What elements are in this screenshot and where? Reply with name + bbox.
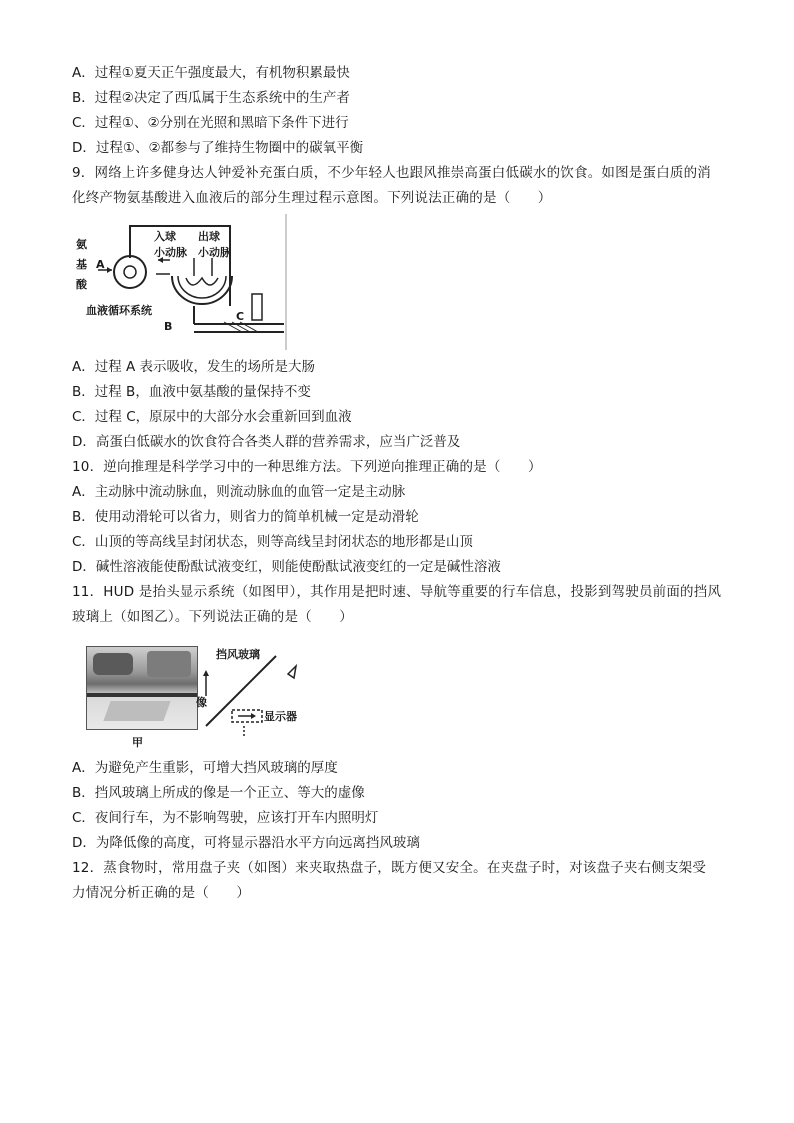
q9-option-c: C．过程 C，原尿中的大部分水会重新回到血液	[72, 409, 352, 425]
q8-option-b: B．过程②决定了西瓜属于生态系统中的生产者	[72, 90, 350, 106]
q8-option-d: D．过程①、②都参与了维持生物圈中的碳氧平衡	[72, 140, 364, 156]
q11-option-b: B．挡风玻璃上所成的像是一个正立、等大的虚像	[72, 785, 365, 801]
windshield-label: 挡风玻璃	[216, 648, 260, 661]
q10-option-c: C．山顶的等高线呈封闭状态，则等高线呈封闭状态的地形都是山顶	[72, 534, 473, 550]
collecting-tube	[252, 294, 262, 320]
q11-stem-line2: 玻璃上（如图乙）。下列说法正确的是（ ）	[72, 609, 353, 625]
display-label: 显示器	[264, 710, 297, 723]
arteriole-right-label: 小动脉	[198, 246, 231, 259]
q9-stem-line1: 9．网络上许多健身达人钟爱补充蛋白质，不少年轻人也跟风推崇高蛋白低碳水的饮食。如图是蛋白质的消	[72, 165, 711, 181]
q12-stem-line1: 12．蒸食物时，常用盘子夹（如图）来夹取热盘子，既方便又安全。在夹盘子时，对该盘子夹右侧支架受	[72, 860, 707, 876]
hud-diagram	[196, 646, 306, 744]
q8-option-c: C．过程①、②分别在光照和黑暗下条件下进行	[72, 115, 349, 131]
q8-option-a: A．过程①夏天正午强度最大，有机物积累最快	[72, 65, 350, 81]
photo-caption-jia: 甲	[132, 736, 143, 749]
amino-acid-label-1: 氨	[76, 238, 87, 251]
q10-stem: 10．逆向推理是科学学习中的一种思维方法。下列逆向推理正确的是（ ）	[72, 459, 542, 475]
into-glomerulus-label: 入球	[154, 230, 176, 243]
q9-option-a: A．过程 A 表示吸收，发生的场所是大肠	[72, 359, 316, 375]
amino-acid-label-3: 酸	[76, 278, 87, 291]
out-glomerulus-label: 出球	[198, 230, 220, 243]
q9-figure	[74, 214, 294, 350]
q9-stem-line2: 化终产物氨基酸进入血液后的部分生理过程示意图。下列说法正确的是（ ）	[72, 190, 552, 206]
image-label: 像	[196, 696, 207, 709]
q11-option-d: D．为降低像的高度，可将显示器沿水平方向远离挡风玻璃	[72, 835, 420, 851]
circulation-label: 血液循环系统	[86, 304, 152, 317]
glomerulus	[186, 278, 218, 285]
bowman-capsule	[172, 276, 232, 304]
label-c: C	[236, 310, 245, 323]
heart-circle	[114, 256, 146, 288]
q11-stem-line1: 11．HUD 是抬头显示系统（如图甲），其作用是把时速、导航等重要的行车信息，投影到驾驶员前面的挡风	[72, 584, 722, 600]
q10-option-b: B．使用动滑轮可以省力，则省力的简单机械一定是动滑轮	[72, 509, 419, 525]
arteriole-left-label: 小动脉	[154, 246, 187, 259]
label-a: A	[96, 258, 105, 271]
q11-option-c: C．夜间行车，为不影响驾驶，应该打开车内照明灯	[72, 810, 379, 826]
q10-option-a: A．主动脉中流动脉血，则流动脉血的血管一定是主动脉	[72, 484, 406, 500]
hud-photo	[86, 646, 198, 730]
q10-option-d: D．碱性溶液能使酚酞试液变红，则能使酚酞试液变红的一定是碱性溶液	[72, 559, 501, 575]
q9-option-d: D．高蛋白低碳水的饮食符合各类人群的营养需求，应当广泛普及	[72, 434, 461, 450]
eye-icon	[288, 666, 296, 678]
amino-acid-label-2: 基	[76, 258, 87, 271]
q11-option-a: A．为避免产生重影，可增大挡风玻璃的厚度	[72, 760, 338, 776]
q12-stem-line2: 力情况分析正确的是（ ）	[72, 885, 251, 901]
label-b: B	[164, 320, 173, 333]
q9-option-b: B．过程 B，血液中氨基酸的量保持不变	[72, 384, 311, 400]
